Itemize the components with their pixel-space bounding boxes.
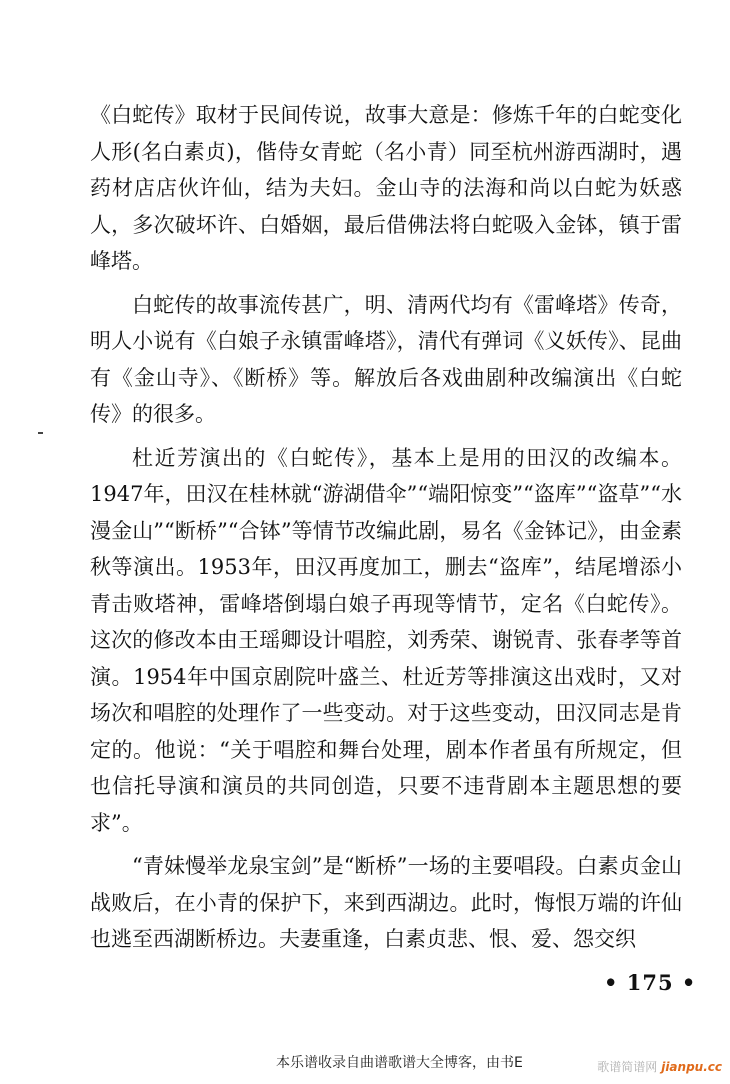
page-text — [90, 97, 682, 965]
page-number: • 175 • — [604, 970, 697, 995]
paragraph-1: 《白蛇传》取材于民间传说，故事大意是：修炼千年的白蛇变化人形(名白素贞)，偕侍女青蛇（名小青）同至杭州游西湖时，遇药材店店伙许仙，结为夫妇。金山寺的法海和尚以白蛇为妖惑人，多次破坏许、白婚姻，最后借佛法将白蛇吸入金钵，镇于雷峰塔。 — [90, 103, 682, 273]
paragraph-2: 白蛇传的故事流传甚广，明、清两代均有《雷峰塔》传奇，明人小说有《白娘子永镇雷峰塔》，清代有弹词《义妖传》、昆曲有《金山寺》、《断桥》等。解放后各戏曲剧种改编演出《白蛇传》的很多。 — [90, 292, 682, 426]
watermark — [597, 1058, 722, 1075]
watermark-url: jianpu.cc — [661, 1060, 722, 1074]
paragraph-3: 杜近芳演出的《白蛇传》，基本上是用的田汉的改编本。1947年，田汉在桂林就“游湖借伞”“端阳惊变”“盗库”“盗草”“水漫金山”“断桥”“合钵”等情节改编此剧，易名《金钵记》，由金素秋等演出。1953年，田汉再度加工，删去“盗库”，结尾增添小青击败塔神，雷峰塔倒塌白娘子再现等情节，定名《白蛇传》。这次的修改本由王瑶卿设计唱腔，刘秀荣、谢锐青、张春孝等首演。1954年中国京剧院叶盛兰、杜近芳等排演这出戏时，又对场次和唱腔的处理作了一些变动。对于这些变动，田汉同志是肯定的。他说：“关于唱腔和舞台处理，剧本作者虽有所规定，但也信托导演和演员的共同创造，只要不违背剧本主题思想的要求”。 — [90, 445, 682, 835]
margin-mark — [38, 432, 43, 434]
watermark-site-name: 歌谱简谱网 — [597, 1060, 658, 1074]
footer-note: 本乐谱收录自曲谱歌谱大全博客，由书E — [276, 1055, 523, 1071]
paragraph-4: “青妹慢举龙泉宝剑”是“断桥”一场的主要唱段。白素贞金山战败后，在小青的保护下，来到西湖边。此时，悔恨万端的许仙也逃至西湖断桥边。夫妻重逢，白素贞悲、恨、爱、怨交织 — [90, 854, 682, 951]
